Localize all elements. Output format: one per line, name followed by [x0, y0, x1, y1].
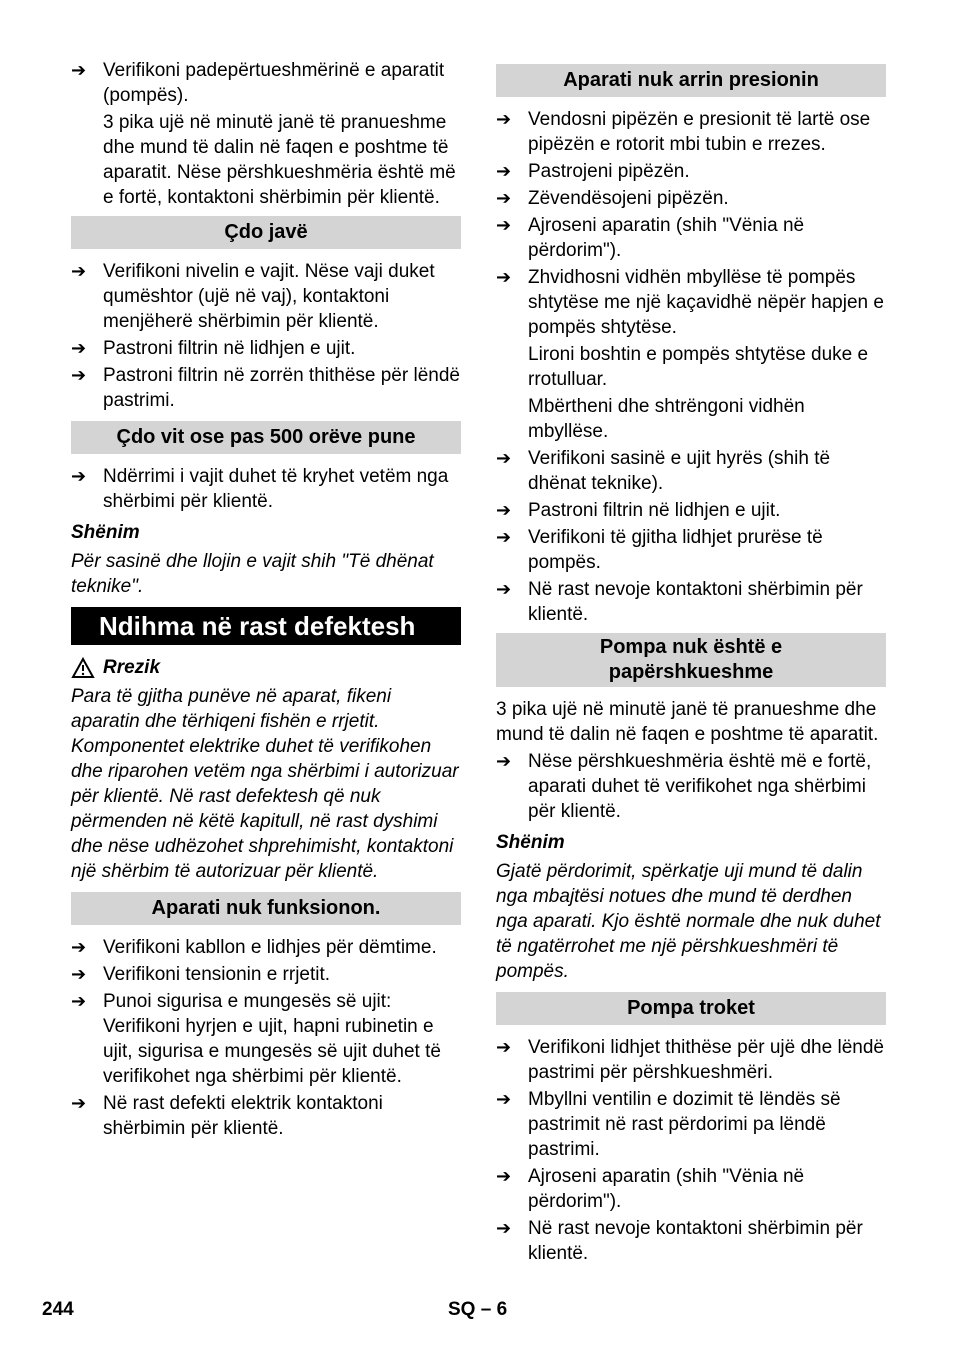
list-item: ➔ Pastrojeni pipëzën.	[496, 161, 690, 182]
list-item: ➔ Ajroseni aparatin (shih "Vënia në përdorim").	[496, 1166, 805, 1212]
list-item: ➔ Pastroni filtrin në lidhjen e ujit.	[496, 500, 781, 521]
danger-heading: Rrezik	[103, 657, 161, 678]
chapter-title: Ndihma në rast defektesh	[71, 607, 461, 645]
list-item: ➔ Verifikoni padepërtueshmërinë e aparatit (pompës).	[71, 60, 445, 106]
list-item: ➔ Verifikoni sasinë e ujit hyrës (shih të dhënat teknike).	[496, 448, 831, 494]
footer-dash: –	[480, 1299, 492, 1320]
arrow-right-icon: ➔	[496, 109, 512, 129]
section-heading-knocks: Pompa troket	[496, 992, 886, 1025]
list-item: ➔ Në rast nevoje kontaktoni shërbimin për klientë.	[496, 1218, 863, 1264]
list-item: ➔ Verifikoni kabllon e lidhjes për dëmtime.	[71, 937, 437, 958]
arrow-right-icon: ➔	[496, 188, 512, 208]
footer-section-label	[448, 1297, 507, 1322]
arrow-right-icon: ➔	[496, 1218, 512, 1238]
note-text: Për sasinë dhe llojin e vajit shih "Të dhënat teknike".	[71, 551, 434, 597]
arrow-right-icon: ➔	[71, 991, 87, 1011]
arrow-right-icon: ➔	[496, 527, 512, 547]
arrow-right-icon: ➔	[496, 1166, 512, 1186]
arrow-right-icon: ➔	[71, 261, 87, 281]
not-working-list	[71, 935, 461, 1141]
section-heading-yearly: Çdo vit ose pas 500 orëve pune	[71, 421, 461, 454]
arrow-right-icon: ➔	[496, 215, 512, 235]
section-heading-leaky: Pompa nuk është e papërshkueshme	[496, 633, 886, 687]
danger-text: Para të gjitha punëve në aparat, fikeni aparatin dhe tërhiqeni fishën e rrjetit. Komponentet elektrike duhet të verifikohen dhe riparohen vetëm nga shërbimi i autorizuar për klientë. Në rast defektesh që nuk përmenden në këtë kapitull, në rast dyshimi dhe nëse udhëzohet shprehimisht, kontaktoni një shërbim të autorizuar për klientë.	[71, 686, 459, 882]
right-column	[496, 64, 886, 1268]
arrow-right-icon: ➔	[71, 937, 87, 957]
arrow-right-icon: ➔	[496, 161, 512, 181]
footer-sub-page: 6	[496, 1299, 508, 1320]
section-heading-pressure: Aparati nuk arrin presionin	[496, 64, 886, 97]
arrow-right-icon: ➔	[71, 60, 87, 80]
knocks-list	[496, 1035, 886, 1266]
warning-triangle-icon	[71, 657, 95, 679]
list-item: ➔ Vendosni pipëzën e presionit të lartë ose pipëzën e rotorit mbi tubin e rrezes.	[496, 109, 871, 155]
paragraph: Lironi boshtin e pompës shtytëse duke e rrotulluar.	[528, 344, 869, 390]
section-heading-not-working: Aparati nuk funksionon.	[71, 892, 461, 925]
arrow-right-icon: ➔	[496, 267, 512, 287]
list-item: ➔ Nëse përshkueshmëria është më e fortë, aparati duhet të verifikohet nga shërbimi për klientë.	[496, 751, 872, 822]
paragraph: 3 pika ujë në minutë janë të pranueshme dhe mund të dalin në faqen e poshtme të aparatit.	[496, 699, 879, 745]
list-item: ➔ Pastroni filtrin në lidhjen e ujit.	[71, 338, 356, 359]
arrow-right-icon: ➔	[71, 1093, 87, 1113]
note-text: Gjatë përdorimit, spërkatje uji mund të dalin nga mbajtësi notues dhe mund të derdhen nga aparati. Kjo është normale dhe nuk duhet të ngatërrohet me një përshkueshmëri të pompës.	[496, 861, 881, 982]
pressure-list	[496, 107, 886, 627]
list-item: ➔ Ndërrimi i vajit duhet të kryhet vetëm nga shërbimi për klientë.	[71, 466, 449, 512]
left-column	[71, 58, 461, 1143]
note-heading: Shënim	[496, 832, 565, 853]
arrow-right-icon: ➔	[71, 365, 87, 385]
list-item: ➔ Verifikoni të gjitha lidhjet prurëse të pompës.	[496, 527, 823, 573]
list-item: ➔ Ajroseni aparatin (shih "Vënia në përdorim").	[496, 215, 805, 261]
list-item: ➔ Verifikoni tensionin e rrjetit.	[71, 964, 331, 985]
paragraph: Mbërtheni dhe shtrëngoni vidhën mbyllëse.	[528, 396, 805, 442]
list-item: ➔ Në rast nevoje kontaktoni shërbimin për klientë.	[496, 579, 863, 625]
arrow-right-icon: ➔	[496, 579, 512, 599]
list-item: ➔ Punoi sigurisa e mungesës së ujit: Verifikoni hyrjen e ujit, hapni rubinetin e ujit, sigurisa e mungesës së ujit duhet të verifikohet nga shërbimi për klientë.	[71, 991, 441, 1087]
list-item: ➔ Mbyllni ventilin e dozimit të lëndës së pastrimit në rast përdorimi pa lëndë pastrimi.	[496, 1089, 841, 1160]
weekly-list	[71, 259, 461, 413]
arrow-right-icon: ➔	[496, 500, 512, 520]
list-item: ➔ Në rast defekti elektrik kontaktoni shërbimin për klientë.	[71, 1093, 383, 1139]
page-number: 244	[42, 1299, 74, 1320]
arrow-right-icon: ➔	[496, 1089, 512, 1109]
arrow-right-icon: ➔	[496, 448, 512, 468]
section-heading-weekly: Çdo javë	[71, 216, 461, 249]
list-item: ➔ Verifikoni lidhjet thithëse për ujë dhe lëndë pastrimi për përshkueshmëri.	[496, 1037, 884, 1083]
list-item: ➔ Pastroni filtrin në zorrën thithëse për lëndë pastrimi.	[71, 365, 460, 411]
arrow-right-icon: ➔	[71, 338, 87, 358]
list-item: ➔ Verifikoni nivelin e vajit. Nëse vaji duket qumështor (ujë në vaj), kontaktoni menjëherë shërbimin për klientë.	[71, 261, 435, 332]
arrow-right-icon: ➔	[71, 466, 87, 486]
arrow-right-icon: ➔	[496, 1037, 512, 1057]
paragraph: 3 pika ujë në minutë janë të pranueshme dhe mund të dalin në faqen e poshtme të aparatit. Nëse përshkueshmëria është më e fortë, kontaktoni shërbimin për klientë.	[103, 112, 456, 208]
note-heading: Shënim	[71, 522, 140, 543]
footer-section: SQ	[448, 1299, 476, 1320]
arrow-right-icon: ➔	[496, 751, 512, 771]
list-item: ➔ Zëvendësojeni pipëzën.	[496, 188, 729, 209]
arrow-right-icon: ➔	[71, 964, 87, 984]
danger-heading-row	[71, 655, 461, 680]
list-item: ➔ Zhvidhosni vidhën mbyllëse të pompës shtytëse me një kaçavidhë nëpër hapjen e pompës shtytëse.	[496, 267, 884, 338]
